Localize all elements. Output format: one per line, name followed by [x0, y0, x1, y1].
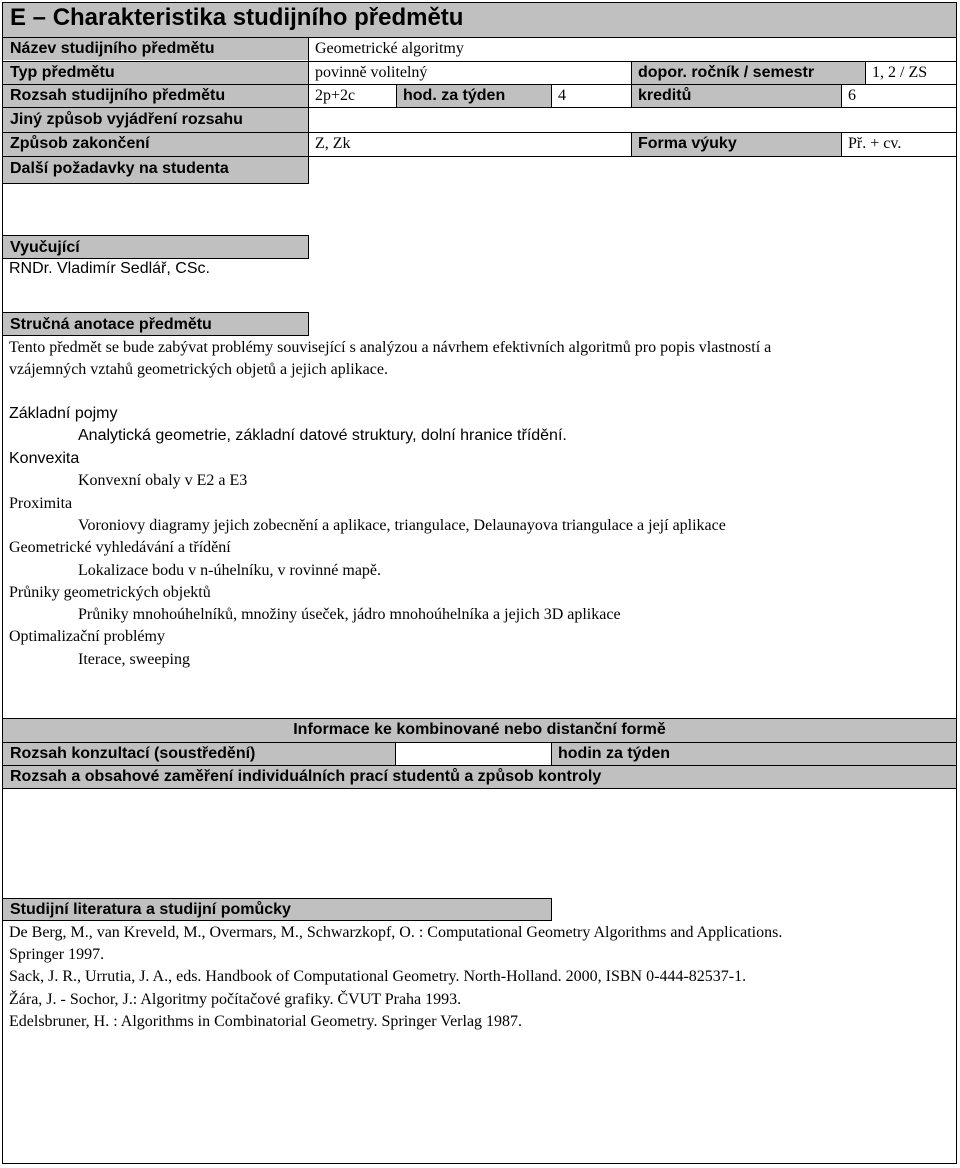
- divider: [395, 743, 396, 765]
- topic-detail: Lokalizace bodu v n-úhelníku, v rovinné mapě.: [78, 562, 382, 579]
- topic-heading: Průniky geometrických objektů: [9, 584, 211, 601]
- hodin-label: hodin za týden: [551, 743, 956, 765]
- divider: [841, 85, 842, 107]
- zpusob-value: Z, Zk: [315, 135, 351, 152]
- rozsah-value: 2p+2c: [315, 87, 356, 104]
- topic-heading: Základní pojmy: [9, 405, 118, 422]
- divider: [3, 183, 308, 184]
- topic-detail: Průniky mnohoúhelníků, množiny úseček, jádro mnohoúhelníka a jejich 3D aplikace: [78, 606, 621, 623]
- literatura-item: Žára, J. - Sochor, J.: Algoritmy počítačové grafiky. ČVUT Praha 1993.: [9, 991, 462, 1008]
- konzultace-value: [395, 743, 551, 765]
- topic-heading: Proximita: [9, 495, 73, 512]
- rocnik-label: dopor. ročník / semestr: [631, 62, 865, 84]
- literatura-item: De Berg, M., van Kreveld, M., Overmars, M., Schwarzkopf, O. : Computational Geometry Algorithms and Applications.: [9, 924, 783, 941]
- divider: [631, 62, 632, 84]
- divider: [841, 133, 842, 156]
- hod-value: 4: [558, 87, 566, 104]
- literatura-item: Edelsbruner, H. : Algorithms in Combinatorial Geometry. Springer Verlag 1987.: [9, 1013, 523, 1030]
- prace-label: Rozsah a obsahové zaměření individuálních prací studentů a způsob kontroly: [3, 766, 956, 788]
- rozsah-label: Rozsah studijního předmětu: [3, 85, 308, 107]
- typ-label: Typ předmětu: [3, 62, 308, 84]
- topic-heading: Konvexita: [9, 450, 80, 467]
- topic-heading: Geometrické vyhledávání a třídění: [9, 539, 231, 556]
- hod-label: hod. za týden: [396, 85, 551, 107]
- literatura-item: Springer 1997.: [9, 946, 105, 963]
- jiny-label: Jiný způsob vyjádření rozsahu: [3, 108, 308, 132]
- divider: [631, 85, 632, 107]
- anotace-label: Stručná anotace předmětu: [3, 312, 309, 336]
- anotace-intro-line2: vzájemných vztahů geometrických objetů a jejich aplikace.: [9, 361, 388, 378]
- nazev-label: Název studijního předmětu: [3, 38, 308, 60]
- divider: [631, 133, 632, 156]
- divider: [551, 85, 552, 107]
- page-title: E – Charakteristika studijního předmětu: [3, 3, 956, 37]
- topic-detail: Konvexní obaly v E2 a E3: [78, 472, 248, 489]
- vyucujici-label: Vyučující: [3, 235, 309, 259]
- topic-detail: Iterace, sweeping: [78, 651, 190, 668]
- anotace-intro-line1: Tento předmět se bude zabývat problémy související s analýzou a návrhem efektivních algoritmů pro popis vlastností a: [9, 339, 772, 356]
- konzultace-label: Rozsah konzultací (soustředění): [3, 743, 395, 765]
- divider: [865, 62, 866, 84]
- literatura-item: Sack, J. R., Urrutia, J. A., eds. Handbook of Computational Geometry. North-Holland. 2000, ISBN 0-444-82537-1.: [9, 968, 747, 985]
- kredity-value: 6: [848, 87, 856, 104]
- nazev-value: Geometrické algoritmy: [315, 40, 464, 57]
- typ-value: povinně volitelný: [315, 64, 428, 81]
- topic-detail: Voroniovy diagramy jejich zobecnění a aplikace, triangulace, Delaunayova triangulace a její aplikace: [78, 517, 726, 534]
- divider: [3, 788, 956, 789]
- divider: [308, 38, 309, 184]
- divider: [551, 743, 552, 765]
- forma-label: Forma výuky: [631, 133, 841, 156]
- divider: [396, 85, 397, 107]
- vyucujici-value: RNDr. Vladimír Sedlář, CSc.: [9, 260, 210, 277]
- dalsi-label: Další požadavky na studenta: [3, 157, 308, 183]
- literatura-label: Studijní literatura a studijní pomůcky: [3, 898, 552, 921]
- topic-heading: Optimalizační problémy: [9, 628, 165, 645]
- topic-detail: Analytická geometrie, základní datové struktury, dolní hranice třídění.: [78, 427, 567, 444]
- kredity-label: kreditů: [631, 85, 841, 107]
- rocnik-value: 1, 2 / ZS: [872, 64, 928, 81]
- kombinovana-heading: Informace ke kombinované nebo distanční formě: [3, 719, 956, 742]
- forma-value: Př. + cv.: [848, 135, 902, 152]
- zpusob-label: Způsob zakončení: [3, 133, 308, 156]
